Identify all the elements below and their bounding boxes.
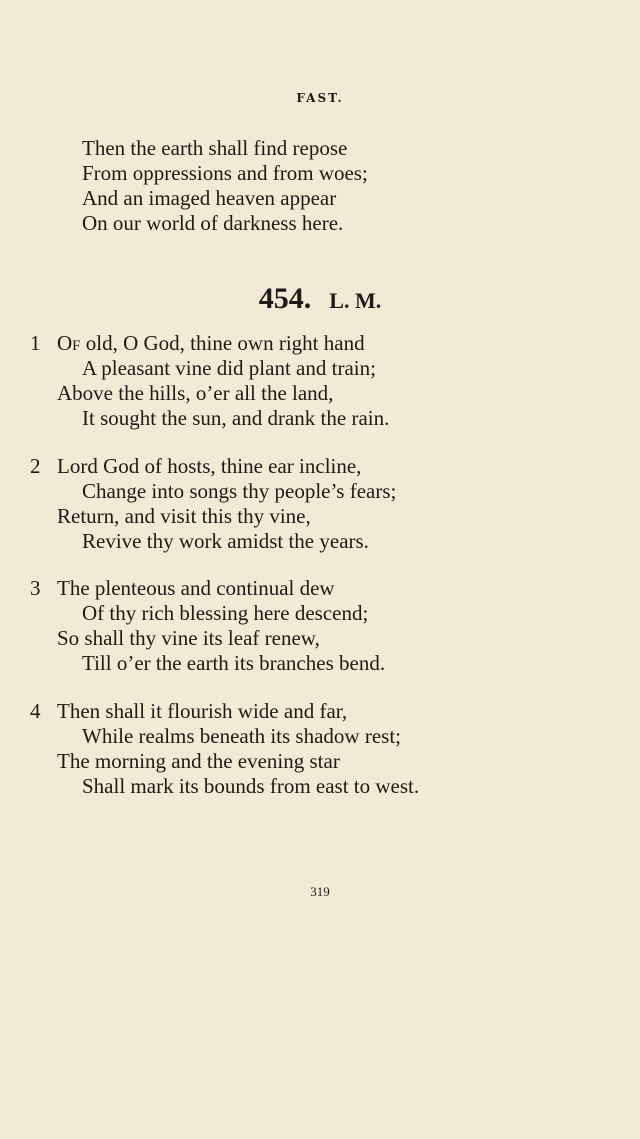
verse-number: 3	[30, 576, 41, 600]
hymn-meter: L. M.	[329, 288, 382, 313]
verse-line: Shall mark its bounds from east to west.	[82, 774, 420, 798]
verse-line: A pleasant vine did plant and train;	[82, 356, 376, 380]
verse-line: Revive thy work amidst the years.	[82, 529, 369, 553]
prev-stanza-line: On our world of darkness here.	[82, 211, 344, 235]
prev-stanza-line: And an imaged heaven appear	[82, 186, 337, 210]
verse-line: Of thy rich blessing here descend;	[82, 601, 369, 625]
verse-line: Change into songs thy people’s fears;	[82, 479, 397, 503]
hymn-number: 454.	[258, 282, 312, 315]
drop-word: Of	[57, 331, 81, 355]
verse-line: So shall thy vine its leaf renew,	[57, 626, 320, 650]
verse-number: 4	[30, 699, 41, 723]
verse-line: Till o’er the earth its branches bend.	[82, 651, 386, 675]
hymn-heading	[0, 282, 640, 316]
verse-line: Then shall it flourish wide and far,	[57, 699, 348, 723]
verse-line: The plenteous and continual dew	[57, 576, 335, 600]
verse-line: It sought the sun, and drank the rain.	[82, 406, 390, 430]
verse-line: Above the hills, o’er all the land,	[57, 381, 334, 405]
verse-line	[57, 333, 365, 354]
verse-line: Lord God of hosts, thine ear incline,	[57, 454, 362, 478]
verse-number: 2	[30, 454, 41, 478]
verse-line-text: old, O God, thine own right hand	[80, 331, 365, 355]
verse-number: 1	[30, 331, 41, 355]
verse-line: Return, and visit this thy vine,	[57, 504, 311, 528]
verse-line: The morning and the evening star	[57, 749, 340, 773]
verse-line: While realms beneath its shadow rest;	[82, 724, 401, 748]
prev-stanza-line: Then the earth shall find repose	[82, 136, 348, 160]
page-number: 319	[310, 884, 330, 899]
running-head: FAST.	[296, 91, 344, 105]
prev-stanza-line: From oppressions and from woes;	[82, 161, 368, 185]
